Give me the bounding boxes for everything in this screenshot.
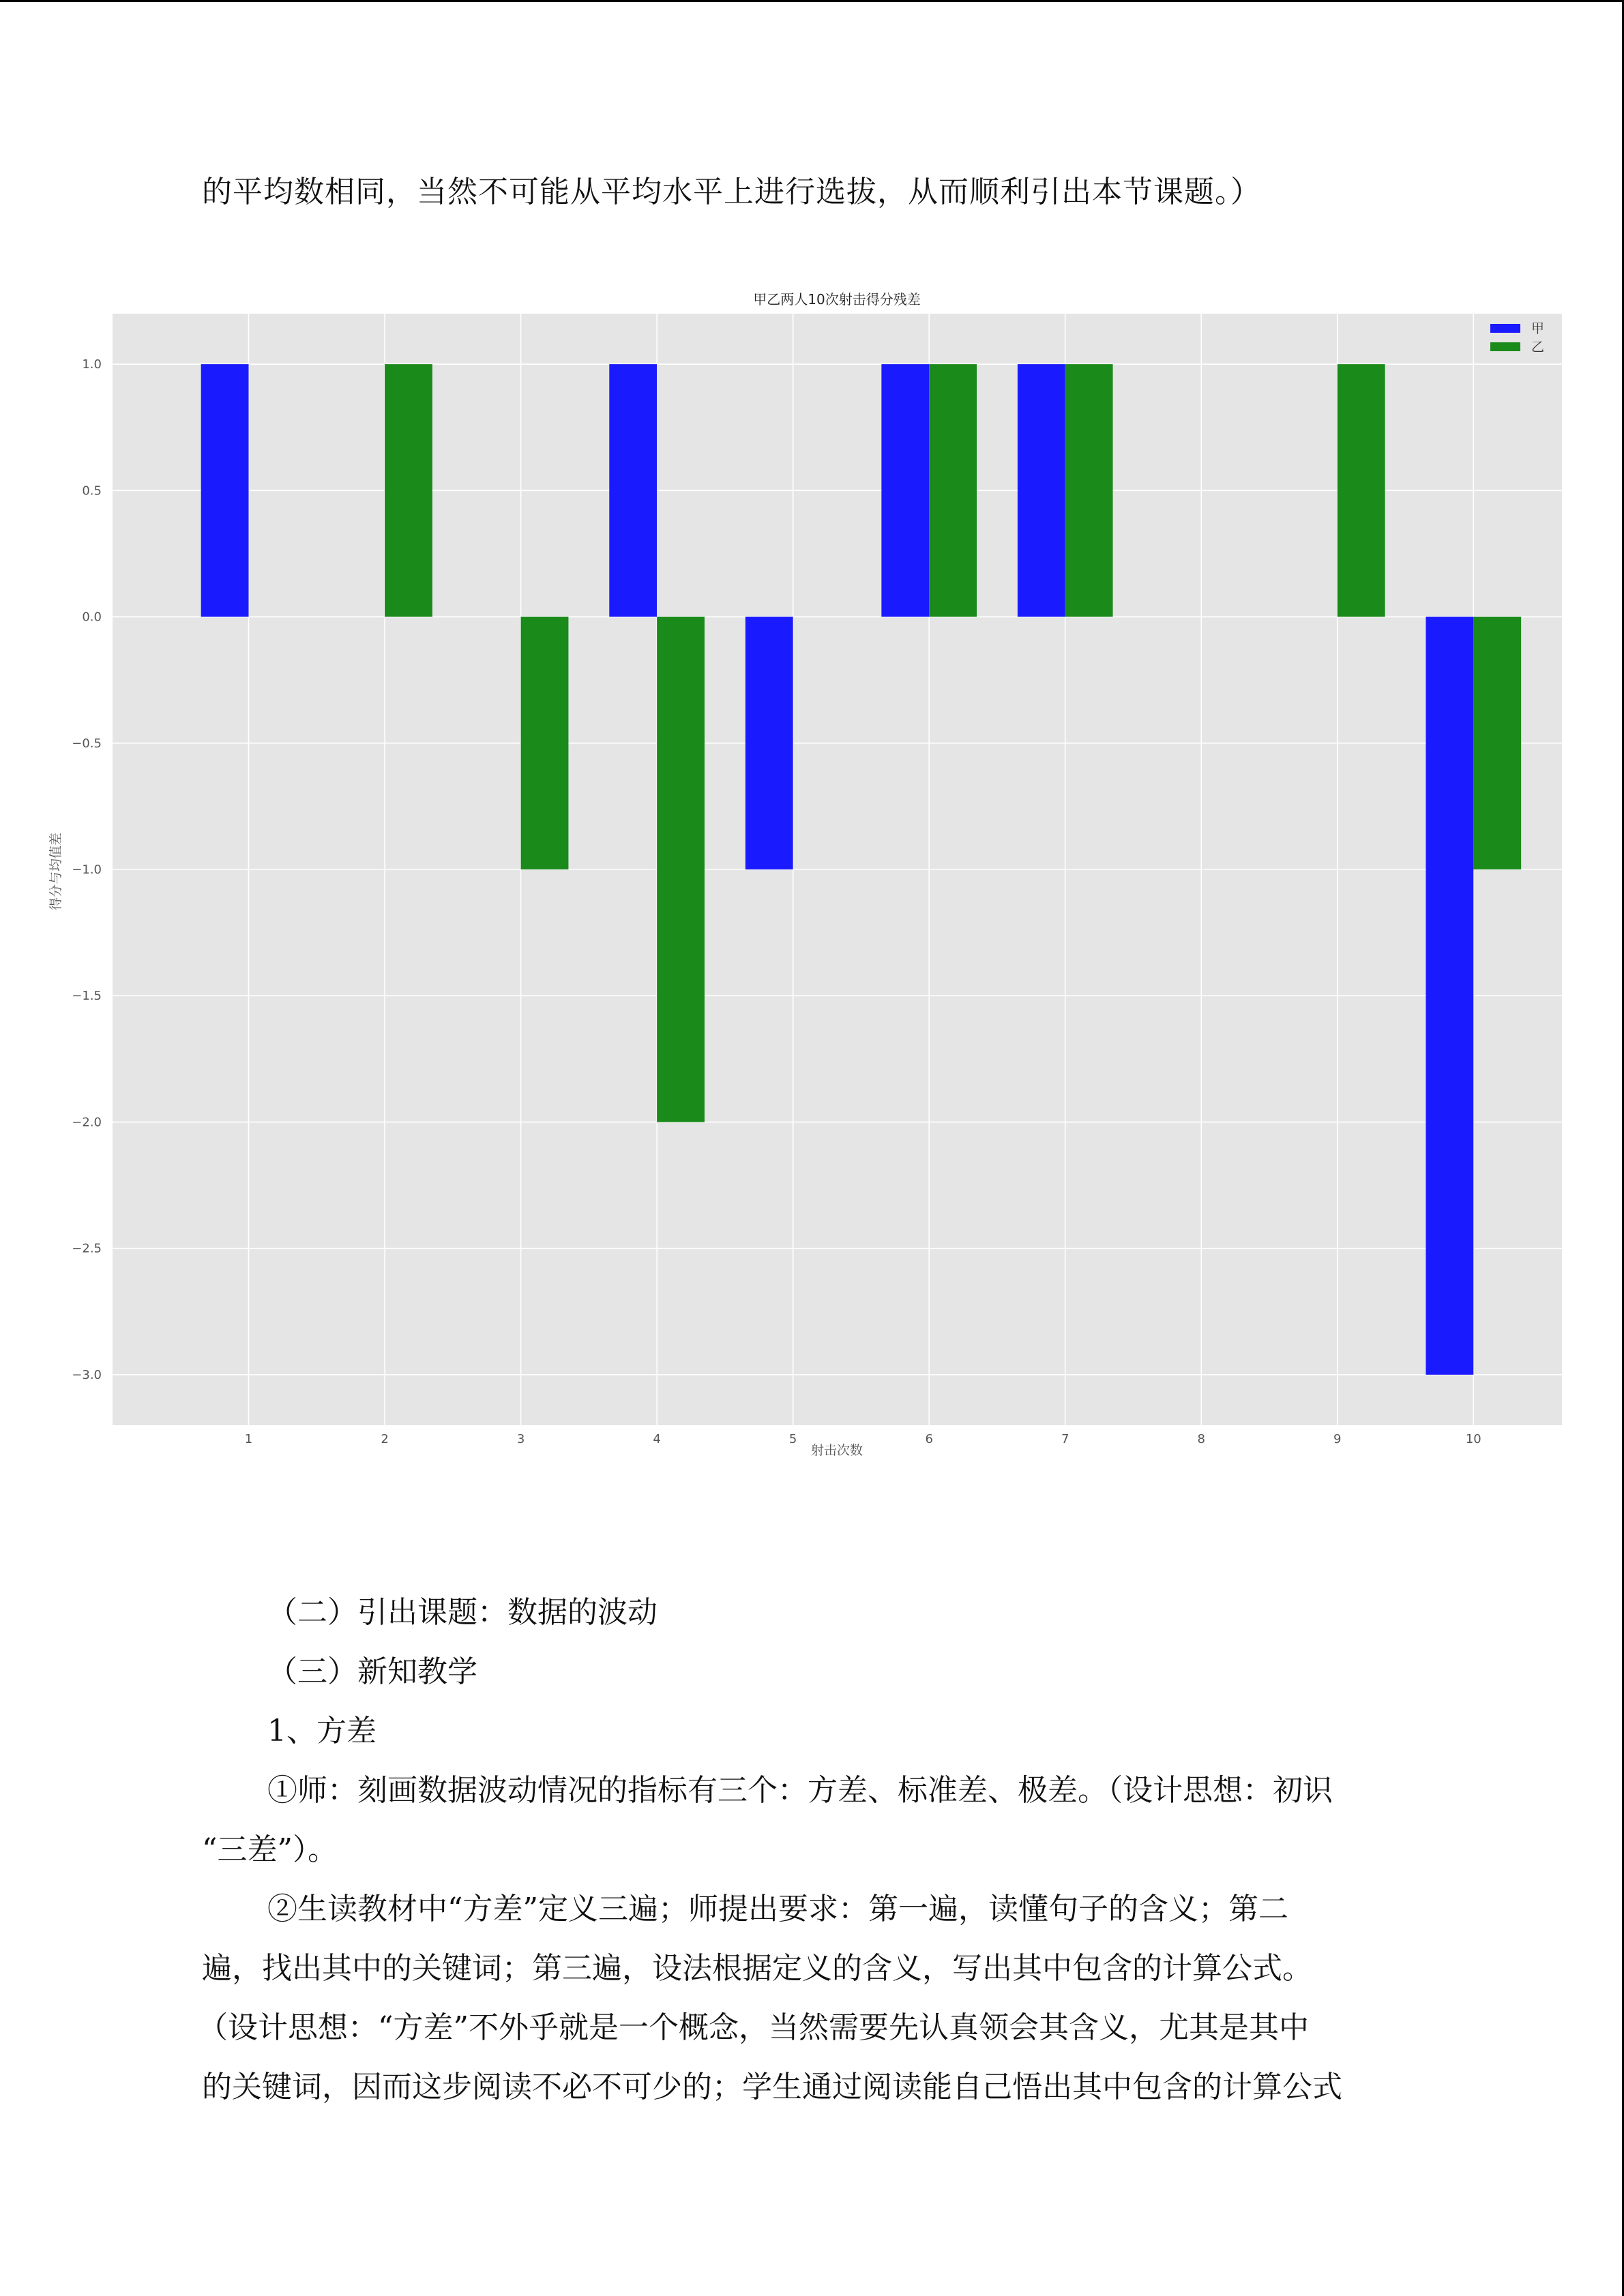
y-tick-label: 0.5 [82,483,102,498]
bar-yi-7 [1065,364,1113,616]
paragraph-step-2: ②生读教材中“方差”定义三遍；师提出要求：第一遍，读懂句子的含义；第二 [267,1892,1288,1926]
bar-yi-10 [1473,617,1521,869]
paragraph-step-1: ①师：刻画数据波动情况的指标有三个：方差、标准差、极差。（设计思想：初识 [267,1773,1333,1808]
x-tick-labels [245,1432,1481,1446]
bar-yi-9 [1338,364,1385,616]
heading-variance: 1、方差 [267,1714,377,1748]
x-axis-label: 射击次数 [810,1443,863,1458]
bar-jia-1 [201,364,249,616]
residual-bar-chart [38,286,1586,1473]
bar-jia-7 [1018,364,1065,616]
legend-swatch-yi [1490,342,1520,351]
x-tick-label: 5 [788,1432,797,1446]
y-axis-label: 得分与均值差 [48,832,63,911]
bar-yi-6 [929,364,977,616]
x-tick-label: 1 [244,1432,253,1446]
heading-section-2: （二）引出课题：数据的波动 [267,1595,658,1630]
bar-yi-2 [385,364,432,616]
paragraph-design-note-cont: 的关键词，因而这步阅读不必不可少的；学生通过阅读能自己悟出其中包含的计算公式 [202,2070,1342,2104]
bar-jia-4 [609,364,657,616]
x-tick-label: 8 [1197,1432,1205,1446]
x-tick-label: 3 [516,1432,525,1446]
y-tick-label: −2.5 [72,1241,102,1256]
chart-title: 甲乙两人10次射击得分残差 [753,291,921,308]
y-tick-label: 0.0 [82,610,102,625]
x-tick-label: 7 [1061,1432,1069,1446]
bar-yi-3 [521,617,569,869]
x-tick-label: 4 [653,1432,661,1446]
legend-swatch-jia [1490,324,1520,333]
x-tick-label: 2 [381,1432,389,1446]
bar-jia-6 [881,364,929,616]
legend-label-jia: 甲 [1531,321,1545,336]
x-tick-label: 6 [925,1432,933,1446]
chart-canvas [38,286,1586,1473]
y-tick-label: 1.0 [82,357,102,372]
bar-jia-5 [745,617,793,869]
paragraph-design-note: （设计思想：“方差”不外乎就是一个概念，当然需要先认真领会其含义，尤其是其中 [198,2010,1309,2045]
x-tick-label: 10 [1465,1432,1481,1446]
y-tick-label: −2.0 [72,1115,102,1130]
y-tick-label: −1.0 [72,863,102,877]
heading-section-3: （三）新知教学 [267,1654,477,1689]
paragraph-step-1-cont: “三差”）。 [202,1832,338,1867]
legend-label-yi: 乙 [1531,340,1545,355]
paragraph-conclusion: 的平均数相同，当然不可能从平均水平上进行选拔，从而顺利引出本节课题。） [202,175,1261,209]
paragraph-step-2-cont: 遍，找出其中的关键词；第三遍，设法根据定义的含义，写出其中包含的计算公式。 [202,1951,1312,1986]
bar-yi-4 [657,617,705,1122]
bar-jia-10 [1426,617,1473,1375]
y-tick-label: −0.5 [72,736,102,751]
x-tick-label: 9 [1333,1432,1342,1446]
y-tick-labels [72,357,102,1382]
y-tick-label: −1.5 [72,989,102,1004]
page-top-border [0,0,1624,2]
y-tick-label: −3.0 [72,1367,102,1382]
